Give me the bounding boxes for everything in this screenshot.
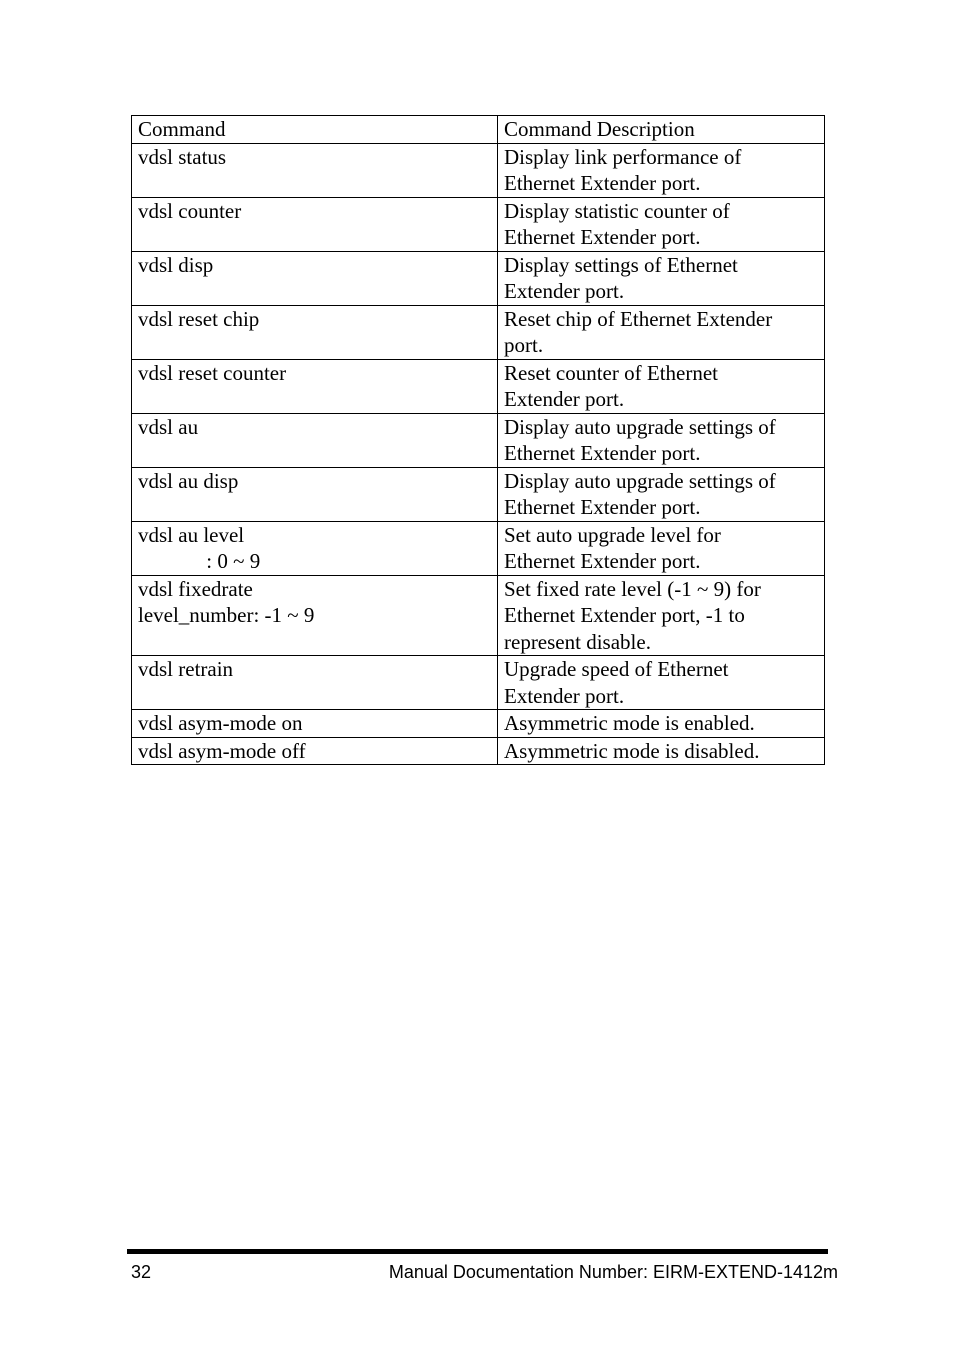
table-row [132, 305, 825, 359]
table-row [132, 413, 825, 467]
description-cell: Display auto upgrade settings of Ethernet Extender port. [498, 467, 825, 521]
footer-rule [127, 1249, 828, 1254]
header-description: Command Description [498, 116, 825, 144]
table-row [132, 710, 825, 738]
command-cell: vdsl au [132, 413, 498, 467]
table-row [132, 467, 825, 521]
description-cell: Display settings of Ethernet Extender port. [498, 251, 825, 305]
description-cell: Reset counter of Ethernet Extender port. [498, 359, 825, 413]
table-row [132, 521, 825, 575]
table-row [132, 359, 825, 413]
command-cell: vdsl reset chip [132, 305, 498, 359]
description-cell: Set auto upgrade level for Ethernet Extender port. [498, 521, 825, 575]
command-cell: vdsl counter [132, 197, 498, 251]
command-cell: vdsl retrain [132, 656, 498, 710]
description-cell: Display auto upgrade settings of Ethernet Extender port. [498, 413, 825, 467]
page-number: 32 [131, 1262, 152, 1282]
table-row [132, 251, 825, 305]
command-cell: vdsl fixedrate level_number: -1 ~ 9 [132, 575, 498, 656]
description-cell: Asymmetric mode is disabled. [498, 737, 825, 765]
table-row [132, 143, 825, 197]
doc-number: Manual Documentation Number: EIRM-EXTEND-1412m [388, 1262, 838, 1282]
description-cell: Reset chip of Ethernet Extender port. [498, 305, 825, 359]
command-cell: vdsl au level : 0 ~ 9 [132, 521, 498, 575]
table-row [132, 656, 825, 710]
command-table [131, 115, 825, 765]
command-cell: vdsl asym-mode on [132, 710, 498, 738]
description-cell: Display link performance of Ethernet Extender port. [498, 143, 825, 197]
command-cell: vdsl asym-mode off [132, 737, 498, 765]
table-row [132, 575, 825, 656]
description-cell: Asymmetric mode is enabled. [498, 710, 825, 738]
table-row [132, 197, 825, 251]
header-command: Command [132, 116, 498, 144]
description-cell: Set fixed rate level (-1 ~ 9) for Ethernet Extender port, -1 to represent disable. [498, 575, 825, 656]
description-cell: Display statistic counter of Ethernet Extender port. [498, 197, 825, 251]
command-cell: vdsl au disp [132, 467, 498, 521]
command-cell: vdsl status [132, 143, 498, 197]
table-header-row [132, 116, 825, 144]
command-cell: vdsl disp [132, 251, 498, 305]
command-cell: vdsl reset counter [132, 359, 498, 413]
description-cell: Upgrade speed of Ethernet Extender port. [498, 656, 825, 710]
table-row [132, 737, 825, 765]
